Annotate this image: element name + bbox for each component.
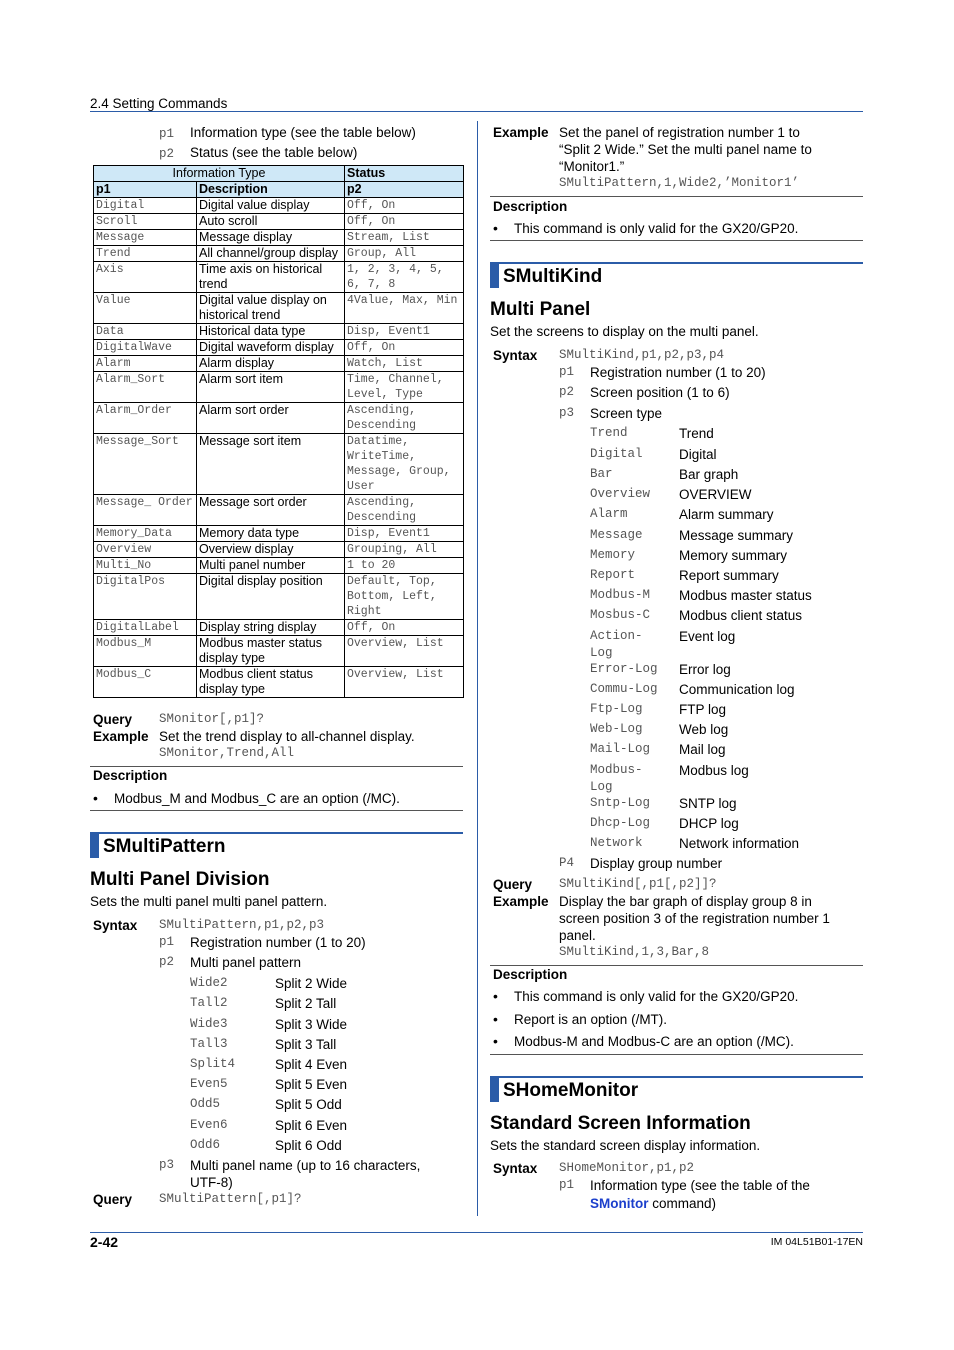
example-code: SMultiKind,1,3,Bar,8 [559,945,710,959]
param-code: p2 [559,385,575,399]
table-cell-description: Message display [197,230,345,246]
example-text: Set the trend display to all-channel display. [159,729,415,744]
table-cell-p2: Off, On [345,198,464,214]
table-cell-description: Modbus client status display type [197,667,345,698]
table-col-p1: p1 [94,182,197,198]
pattern-text: Split 5 Even [275,1077,348,1092]
section-shomemonitor [490,1076,863,1102]
table-row [94,293,464,324]
table-row [94,340,464,356]
rule [490,196,863,197]
param-code: p3 [559,406,575,420]
param-text: Screen position (1 to 6) [590,385,730,400]
screen-text: Memory summary [679,548,788,563]
param-text: Information type (see the table below) [190,125,416,140]
screen-code: Overview [590,487,651,501]
table-row [94,636,464,667]
param-row [159,124,416,143]
screen-code: Dhcp-Log [590,816,651,830]
table-row [94,558,464,574]
table-cell-p2: Grouping, All [345,542,464,558]
page-number: 2-42 [90,1234,119,1250]
table-cell-p2: Stream, List [345,230,464,246]
table-cell-p2: Disp, Event1 [345,526,464,542]
table-cell-p1: Data [94,324,197,340]
pattern-code: Even5 [190,1077,228,1091]
screen-text: FTP log [679,702,727,717]
screen-code: Alarm [590,507,628,521]
screen-code: Web-Log [590,722,643,736]
screen-code: Commu-Log [590,682,658,696]
screen-code: Message [590,528,643,542]
table-row [94,667,464,698]
table-cell-p2: Off, On [345,620,464,636]
table-cell-p2: Watch, List [345,356,464,372]
screen-code: Mail-Log [590,742,651,756]
subtitle: Multi Panel [490,299,591,320]
table-row [94,542,464,558]
section-title: SHomeMonitor [503,1080,639,1101]
table-cell-p1: Alarm [94,356,197,372]
table-cell-p2: Ascending, Descending [345,495,464,526]
table-cell-description: Memory data type [197,526,345,542]
table-cell-description: Auto scroll [197,214,345,230]
param-text: Registration number (1 to 20) [190,935,366,950]
pattern-code: Odd6 [190,1138,221,1152]
smonitor-link[interactable]: SMonitor [590,1196,649,1211]
rule [490,1054,863,1055]
pattern-text: Split 6 Even [275,1118,348,1133]
screen-text: Alarm summary [679,507,774,522]
param-text-tail: command) [652,1196,717,1211]
table-row [94,324,464,340]
screen-code: Sntp-Log [590,796,651,810]
table-cell-description: Multi panel number [197,558,345,574]
screen-text: Error log [679,662,731,677]
param-text: UTF-8) [190,1175,233,1190]
description-item: Report is an option (/MT). [514,1012,668,1027]
table-row [94,403,464,434]
param-code: p1 [159,127,175,141]
query-label: Query [93,1192,133,1207]
example-code: SMultiPattern,1,Wide2,’Monitor1’ [559,176,800,190]
screen-code: Report [590,568,636,582]
subtitle: Multi Panel Division [90,869,270,890]
screen-code: Modbus- Log [590,763,643,794]
table-cell-description: Digital waveform display [197,340,345,356]
table-row [94,495,464,526]
pattern-code: Odd5 [190,1097,221,1111]
param-text: Multi panel pattern [190,955,302,970]
example-text: Set the panel of registration number 1 to [559,125,800,140]
example-text: panel. [559,928,596,943]
table-col-p2: p2 [345,182,464,198]
table-cell-p1: Alarm_Sort [94,372,197,403]
description-item: Modbus_M and Modbus_C are an option (/MC). [114,791,400,806]
rule [90,810,463,811]
syntax-label: Syntax [493,348,538,363]
table-cell-description: Message sort order [197,495,345,526]
table-cell-p2: Off, On [345,214,464,230]
table-cell-p1: Modbus_C [94,667,197,698]
column-divider [477,121,478,1216]
table-cell-description: All channel/group display [197,246,345,262]
table-cell-p2: Overview, List [345,667,464,698]
table-cell-p1: Digital [94,198,197,214]
table-cell-description: Modbus master status display type [197,636,345,667]
param-text: Status (see the table below) [190,145,358,160]
screen-code: Bar [590,467,613,481]
screen-text: Communication log [679,682,795,697]
pattern-text: Split 5 Odd [275,1097,342,1112]
param-code: p3 [159,1158,175,1172]
table-cell-p2: Default, Top, Bottom, Left, Right [345,574,464,620]
query-label: Query [493,877,533,892]
screen-code: Error-Log [590,662,658,676]
pattern-text: Split 3 Wide [275,1017,348,1032]
table-cell-description: Alarm display [197,356,345,372]
running-header: 2.4 Setting Commands [90,96,228,111]
syntax-label: Syntax [493,1161,538,1176]
table-cell-p1: Overview [94,542,197,558]
screen-code: Action- Log [590,629,643,660]
screen-code: Modbus-M [590,588,651,602]
bullet: • [93,790,98,806]
table-cell-description: Alarm sort order [197,403,345,434]
screen-text: DHCP log [679,816,739,831]
screen-text: Modbus client status [679,608,803,623]
table-row [94,574,464,620]
table-cell-description: Digital value display on historical trend [197,293,345,324]
description-item: This command is only valid for the GX20/GP20. [514,989,799,1004]
bullet: • [493,220,498,236]
param-row [159,144,358,163]
description-label: Description [93,768,168,783]
screen-code: Digital [590,447,643,461]
doc-id: IM 04L51B01-17EN [770,1236,863,1248]
table-cell-description: Historical data type [197,324,345,340]
table-cell-p2: Time, Channel, Level, Type [345,372,464,403]
table-cell-p2: 1 to 20 [345,558,464,574]
table-cell-p1: Message_Sort [94,434,197,495]
screen-code: Trend [590,426,628,440]
syntax-code: SMultiPattern,p1,p2,p3 [159,918,325,932]
table-status-header: Status [345,166,464,182]
param-code: p1 [559,365,575,379]
table-col-description: Description [197,182,345,198]
screen-text: OVERVIEW [679,487,752,502]
table-cell-p2: Datatime, WriteTime, Message, Group, User [345,434,464,495]
table-row [94,230,464,246]
table-row [94,214,464,230]
pattern-text: Split 2 Wide [275,976,348,991]
example-label: Example [493,894,549,909]
description-item: This command is only valid for the GX20/GP20. [514,221,799,236]
summary: Sets the multi panel multi panel pattern. [90,894,328,909]
screen-text: Modbus master status [679,588,812,603]
syntax-code: SHomeMonitor,p1,p2 [559,1161,695,1175]
table-row [94,356,464,372]
table-row [94,262,464,293]
pattern-text: Split 3 Tall [275,1037,337,1052]
table-cell-p1: Multi_No [94,558,197,574]
pattern-code: Even6 [190,1118,228,1132]
table-cell-p1: Trend [94,246,197,262]
screen-text: Digital [679,447,717,462]
table-row [94,198,464,214]
screen-text: Report summary [679,568,779,583]
screen-code: Ftp-Log [590,702,643,716]
example-text: Display the bar graph of display group 8 in [559,894,812,909]
bullet: • [493,1011,498,1027]
example-label: Example [493,125,549,140]
screen-text: SNTP log [679,796,737,811]
table-cell-p2: Ascending, Descending [345,403,464,434]
table-cell-description: Alarm sort item [197,372,345,403]
table-cell-p1: Modbus_M [94,636,197,667]
pattern-code: Split4 [190,1057,236,1071]
param-text: Registration number (1 to 20) [590,365,766,380]
screen-text: Network information [679,836,800,851]
example-text: “Split 2 Wide.” Set the multi panel name to [559,142,812,157]
footer-rule [90,1232,863,1233]
table-cell-description: Overview display [197,542,345,558]
screen-text: Trend [679,426,714,441]
query-label: Query [93,712,133,727]
screen-text: Bar graph [679,467,739,482]
param-text: Information type (see the table of the [590,1178,810,1193]
screen-text: Mail log [679,742,726,757]
param-code: p1 [559,1178,575,1192]
table-cell-p1: Message [94,230,197,246]
pattern-code: Tall3 [190,1037,228,1051]
table-row [94,526,464,542]
param-code: p2 [159,955,175,969]
param-text: Screen type [590,406,663,421]
syntax-label: Syntax [93,918,138,933]
description-label: Description [493,967,568,982]
table-cell-p1: DigitalPos [94,574,197,620]
table-row [94,372,464,403]
pattern-code: Wide2 [190,976,228,990]
screen-code: Mosbus-C [590,608,651,622]
information-type-table [93,165,464,698]
table-cell-description: Display string display [197,620,345,636]
screen-text: Message summary [679,528,794,543]
param-text: Multi panel name (up to 16 characters, [190,1158,421,1173]
pattern-code: Tall2 [190,996,228,1010]
screen-text: Web log [679,722,729,737]
param-text: Display group number [590,856,723,871]
section-title: SMultiPattern [103,836,226,857]
table-row [94,246,464,262]
table-cell-p1: Axis [94,262,197,293]
param-code: p1 [159,935,175,949]
table-cell-description: Digital value display [197,198,345,214]
table-cell-p1: DigitalWave [94,340,197,356]
table-cell-description: Digital display position [197,574,345,620]
section-smultipattern [90,832,463,858]
bullet: • [493,1033,498,1049]
example-text: screen position 3 of the registration number 1 [559,911,830,926]
pattern-text: Split 4 Even [275,1057,348,1072]
table-cell-p1: Scroll [94,214,197,230]
param-code: p2 [159,147,175,161]
table-cell-p2: 4Value, Max, Min [345,293,464,324]
table-cell-p2: Group, All [345,246,464,262]
pattern-code: Wide3 [190,1017,228,1031]
example-label: Example [93,729,149,744]
param-code: P4 [559,856,575,870]
query-code: SMultiPattern[,p1]? [159,1192,302,1206]
subtitle: Standard Screen Information [490,1113,751,1134]
screen-text: Event log [679,629,736,644]
section-title: SMultiKind [503,266,603,287]
screen-code: Network [590,836,643,850]
table-row [94,434,464,495]
syntax-code: SMultiKind,p1,p2,p3,p4 [559,348,725,362]
table-cell-description: Time axis on historical trend [197,262,345,293]
screen-code: Memory [590,548,636,562]
table-cell-p1: Memory_Data [94,526,197,542]
rule [490,240,863,241]
table-cell-p1: Value [94,293,197,324]
pattern-text: Split 6 Odd [275,1138,342,1153]
summary: Sets the standard screen display information. [490,1138,761,1153]
pattern-text: Split 2 Tall [275,996,337,1011]
table-row [94,620,464,636]
example-code: SMonitor,Trend,All [159,746,295,760]
description-label: Description [493,199,568,214]
table-cell-p2: 1, 2, 3, 4, 5, 6, 7, 8 [345,262,464,293]
table-cell-p2: Off, On [345,340,464,356]
section-smultikind [490,262,863,288]
table-group-header: Information Type [94,166,345,182]
example-text: “Monitor1.” [559,159,625,174]
table-cell-p2: Disp, Event1 [345,324,464,340]
table-cell-p1: Message_ Order [94,495,197,526]
query-code: SMultiKind[,p1[,p2]]? [559,877,717,891]
query-code: SMonitor[,p1]? [159,712,265,726]
screen-text: Modbus log [679,763,749,778]
summary: Set the screens to display on the multi panel. [490,324,759,339]
table-cell-p1: Alarm_Order [94,403,197,434]
table-cell-p1: DigitalLabel [94,620,197,636]
param-text-continued [590,1195,716,1212]
header-rule [90,111,863,112]
description-item: Modbus-M and Modbus-C are an option (/MC). [514,1034,794,1049]
table-cell-p2: Overview, List [345,636,464,667]
table-cell-description: Message sort item [197,434,345,495]
bullet: • [493,988,498,1004]
